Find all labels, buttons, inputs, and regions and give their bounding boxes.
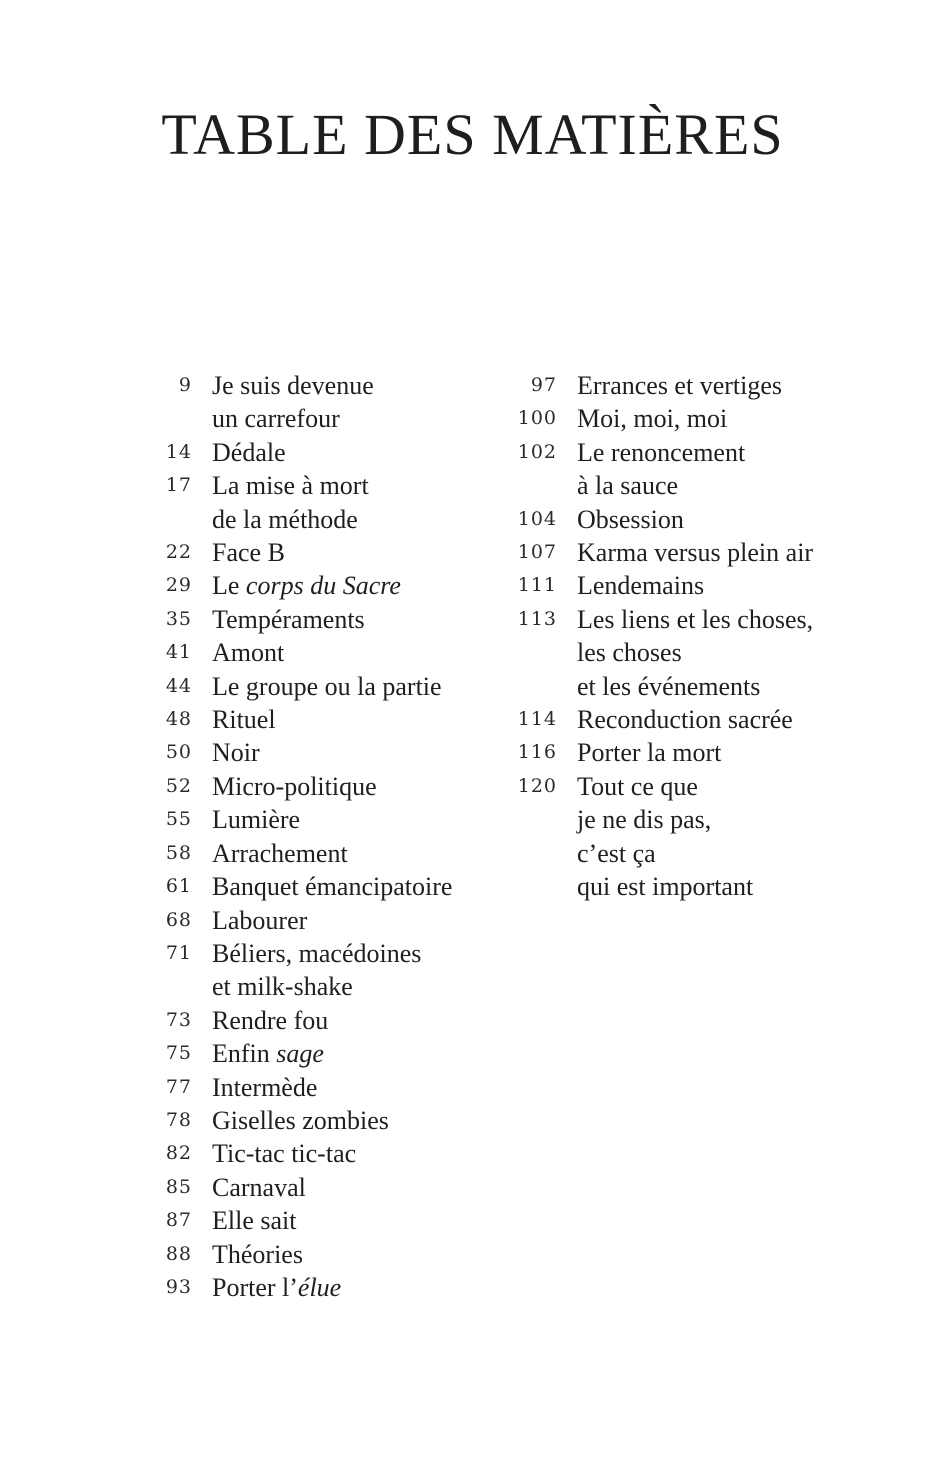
toc-page-number: 87	[165, 1209, 192, 1232]
toc-entry	[140, 703, 452, 736]
toc-page-number: 97	[530, 374, 557, 396]
toc-title-line	[212, 770, 377, 803]
toc-entry	[140, 1071, 452, 1104]
toc-title-text: Giselles zombies	[212, 1105, 389, 1135]
toc-entry	[140, 837, 452, 870]
toc-title-line	[577, 369, 782, 402]
toc-entry	[505, 402, 813, 435]
toc-title-line	[577, 536, 813, 569]
toc-entry	[140, 536, 452, 569]
toc-title-line	[212, 536, 285, 569]
toc-entry-title	[212, 1238, 303, 1271]
toc-title-text: Tic-tac tic-tac	[212, 1139, 357, 1169]
toc-title-text: Amont	[212, 638, 285, 668]
toc-title-line	[212, 636, 284, 669]
toc-entry	[140, 1004, 452, 1037]
toc-title-text: Tempéraments	[212, 604, 365, 634]
toc-title-text: et milk-shake	[212, 972, 353, 1002]
toc-page-number: 93	[165, 1275, 192, 1298]
toc-page-number: 48	[165, 708, 192, 731]
toc-page-number: 44	[165, 674, 192, 697]
toc-page-number: 73	[165, 1008, 192, 1031]
toc-title-line	[212, 904, 307, 937]
toc-title-line	[212, 736, 260, 769]
toc-entry	[140, 636, 452, 669]
toc-entry-title	[212, 1104, 389, 1137]
page-title: TABLE DES MATIÈRES	[161, 102, 784, 167]
toc-title-text: un carrefour	[212, 404, 340, 434]
toc-entry-title	[577, 436, 745, 503]
toc-page-number: 9	[178, 374, 192, 396]
toc-title-line	[212, 1071, 317, 1104]
toc-entry-title	[212, 603, 365, 636]
toc-entry-title	[212, 569, 401, 602]
toc-title-text: Le groupe ou la partie	[212, 671, 442, 701]
toc-title-text: Noir	[212, 738, 260, 768]
toc-page-number: 35	[165, 607, 192, 630]
toc-entry	[140, 1137, 452, 1170]
toc-title-line	[212, 870, 452, 903]
toc-entry-title	[212, 803, 300, 836]
toc-title-line	[577, 503, 684, 536]
toc-title-text: Dédale	[212, 437, 286, 467]
toc-title-line	[212, 603, 365, 636]
toc-title-text: Porter l’	[212, 1272, 298, 1302]
toc-entry-title	[577, 703, 793, 736]
toc-entry-title	[212, 1204, 296, 1237]
toc-title-text: Lumière	[212, 805, 301, 835]
toc-title-text: Les liens et les choses,	[577, 604, 814, 634]
toc-page-number: 85	[165, 1175, 192, 1198]
toc-title-text: Théories	[212, 1239, 303, 1269]
toc-title-line	[212, 837, 348, 870]
toc-entry	[140, 770, 452, 803]
toc-page-number: 14	[165, 440, 192, 463]
toc-entry	[505, 369, 813, 402]
toc-entry	[140, 670, 452, 703]
toc-title-text: c’est ça	[577, 838, 656, 868]
toc-title-text: Intermède	[212, 1072, 318, 1102]
toc-entry	[140, 1238, 452, 1271]
toc-entry-title	[212, 1271, 341, 1304]
toc-entry-title	[212, 436, 286, 469]
toc-page-number: 107	[517, 541, 557, 564]
toc-title-line	[577, 837, 753, 870]
toc-title-text: Banquet émancipatoire	[212, 872, 453, 902]
toc-entry	[140, 1171, 452, 1204]
toc-title-line	[212, 569, 401, 602]
toc-title-text: les choses	[577, 638, 682, 668]
toc-entry-title	[212, 1004, 328, 1037]
toc-title-text: Arrachement	[212, 838, 348, 868]
toc-title-italic-text: sage	[276, 1039, 324, 1069]
toc-entry-title	[577, 569, 704, 602]
toc-page-number: 52	[165, 774, 192, 797]
toc-title-line	[212, 1204, 296, 1237]
toc-title-line	[212, 1104, 389, 1137]
toc-entry	[140, 1104, 452, 1137]
toc-title-text: Je suis devenue	[212, 371, 374, 400]
toc-page-number: 78	[165, 1108, 192, 1131]
toc-title-text: La mise à mort	[212, 471, 369, 501]
toc-page-number: 113	[517, 607, 557, 630]
toc-title-line	[212, 369, 374, 402]
toc-title-line	[577, 402, 727, 435]
toc-title-text: de la méthode	[212, 504, 358, 534]
toc-title-text: je ne dis pas,	[577, 805, 712, 835]
toc-title-line	[212, 1171, 306, 1204]
toc-title-text: Le	[212, 571, 246, 601]
toc-title-line	[212, 1137, 356, 1170]
toc-title-text: à la sauce	[577, 471, 679, 501]
toc-entry-title	[212, 837, 348, 870]
toc-title-text: Obsession	[577, 504, 684, 534]
toc-title-line	[577, 736, 721, 769]
toc-title-line	[212, 469, 369, 502]
toc-title-line	[577, 636, 813, 669]
toc-entry-title	[212, 1171, 306, 1204]
toc-page-number: 61	[165, 875, 192, 898]
toc-title-line	[577, 436, 745, 469]
toc-entry	[140, 569, 452, 602]
toc-page-number: 55	[165, 808, 192, 831]
toc-entry	[140, 1204, 452, 1237]
toc-title-line	[577, 703, 793, 736]
toc-entry-title	[577, 770, 753, 904]
toc-title-italic-text: corps du Sacre	[245, 571, 401, 601]
toc-entry-title	[212, 1037, 324, 1070]
toc-entry-title	[577, 503, 684, 536]
toc-title-text: Elle sait	[212, 1206, 297, 1236]
toc-page-number: 22	[165, 541, 192, 564]
toc-entry	[505, 703, 813, 736]
toc-title-text: Le renoncement	[577, 437, 746, 467]
toc-title-italic-text: élue	[297, 1272, 342, 1302]
toc-entry-title	[212, 469, 369, 536]
toc-title-line	[212, 670, 442, 703]
toc-entry	[140, 803, 452, 836]
toc-entry	[505, 736, 813, 769]
toc-right-column	[505, 369, 813, 904]
toc-title-text: Tout ce que	[577, 771, 698, 801]
toc-page-number: 58	[165, 841, 192, 864]
toc-title-text: Béliers, macédoines	[212, 938, 422, 968]
toc-entry	[140, 736, 452, 769]
toc-title-line	[577, 670, 813, 703]
toc-page-number: 82	[165, 1142, 192, 1165]
toc-entry	[505, 770, 813, 904]
toc-entry	[505, 536, 813, 569]
toc-title-line	[212, 1004, 328, 1037]
toc-title-text: Errances et vertiges	[577, 371, 783, 400]
toc-title-line	[212, 937, 421, 970]
toc-title-line	[212, 1037, 324, 1070]
toc-entry	[140, 1271, 452, 1304]
toc-page-number: 29	[165, 574, 192, 597]
toc-entry-title	[212, 670, 442, 703]
toc-entry	[140, 469, 452, 536]
toc-entry-title	[577, 536, 813, 569]
toc-entry	[505, 436, 813, 503]
toc-entry	[140, 870, 452, 903]
toc-entry	[140, 1037, 452, 1070]
toc-title-line	[577, 770, 753, 803]
toc-title-line	[212, 1271, 341, 1304]
toc-entry	[505, 569, 813, 602]
toc-page-number: 104	[517, 507, 557, 530]
toc-entry	[140, 937, 452, 1004]
toc-entry	[140, 436, 452, 469]
toc-entry	[140, 904, 452, 937]
toc-title-line	[212, 703, 276, 736]
toc-title-line	[577, 803, 753, 836]
toc-page-number: 102	[517, 440, 557, 463]
toc-entry	[505, 503, 813, 536]
toc-entry-title	[212, 1137, 356, 1170]
toc-page-number: 120	[517, 774, 557, 797]
toc-entry-title	[212, 870, 452, 903]
toc-page-number: 88	[165, 1242, 192, 1265]
toc-title-text: et les événements	[577, 671, 761, 701]
toc-entry	[140, 603, 452, 636]
toc-title-line	[577, 469, 745, 502]
toc-page-number: 17	[165, 474, 192, 497]
toc-title-text: Labourer	[212, 905, 308, 935]
toc-left-column	[140, 369, 452, 1304]
toc-title-text: Micro-politique	[212, 771, 377, 801]
toc-title-line	[212, 1238, 303, 1271]
toc-entry-title	[212, 904, 307, 937]
toc-entry-title	[577, 603, 813, 703]
toc-entry-title	[212, 536, 285, 569]
toc-entry	[505, 603, 813, 703]
toc-title-text: Rendre fou	[212, 1005, 329, 1035]
toc-title-text: Lendemains	[577, 571, 705, 601]
toc-page-number: 100	[517, 407, 557, 430]
toc-entry-title	[577, 369, 782, 402]
toc-title-line	[212, 803, 300, 836]
toc-title-line	[577, 569, 704, 602]
toc-page-number: 114	[517, 708, 557, 731]
toc-entry-title	[212, 369, 374, 436]
toc-entry	[140, 369, 452, 436]
toc-entry-title	[212, 1071, 317, 1104]
toc-entry-title	[212, 636, 284, 669]
toc-title-line	[577, 870, 753, 903]
toc-page-number: 75	[165, 1042, 192, 1065]
toc-entry-title	[212, 937, 421, 1004]
toc-title-text: qui est important	[577, 872, 754, 902]
toc-title-line	[212, 503, 369, 536]
toc-title-line	[212, 402, 374, 435]
toc-title-text: Karma versus plein air	[577, 538, 814, 568]
toc-page-number: 111	[517, 574, 557, 597]
toc-page-number: 50	[165, 741, 192, 764]
toc-title-text: Rituel	[212, 705, 276, 735]
toc-entry-title	[577, 736, 721, 769]
toc-page-number: 71	[165, 941, 192, 964]
toc-page-number: 77	[165, 1075, 192, 1098]
toc-entry-title	[212, 736, 260, 769]
toc-entry-title	[212, 770, 377, 803]
toc-title-line	[212, 436, 286, 469]
toc-title-text: Enfin	[212, 1039, 277, 1069]
toc-title-text: Carnaval	[212, 1172, 306, 1202]
toc-page-number: 41	[165, 641, 192, 664]
toc-title-text: Porter la mort	[577, 738, 722, 768]
toc-title-text: Moi, moi, moi	[577, 404, 728, 434]
toc-entry-title	[212, 703, 276, 736]
toc-title-line	[212, 970, 421, 1003]
toc-page-number: 116	[517, 741, 557, 764]
toc-title-text: Face B	[212, 538, 285, 568]
toc-title-text: Reconduction sacrée	[577, 705, 793, 735]
toc-page-number: 68	[165, 908, 192, 931]
toc-entry-title	[577, 402, 727, 435]
toc-title-line	[577, 603, 813, 636]
